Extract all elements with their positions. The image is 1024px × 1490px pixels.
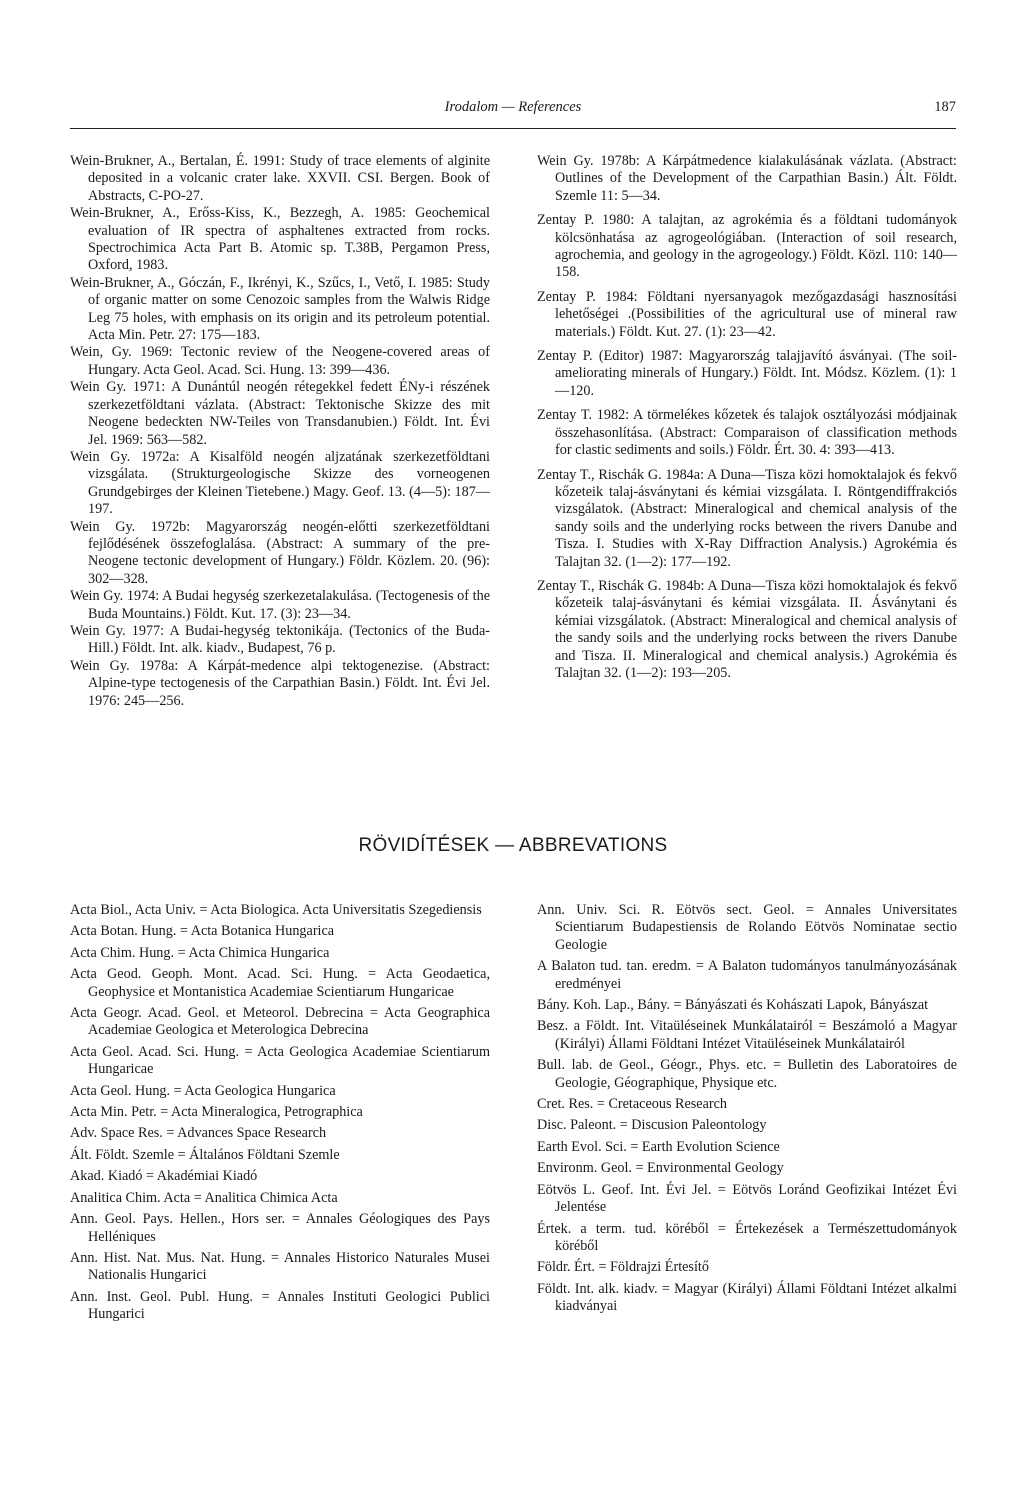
abbreviations-right-column [537, 902, 957, 1320]
abbreviation-entry: Ann. Hist. Nat. Mus. Nat. Hung. = Annales Historico Naturales Musei Nationalis Hungarici [70, 1249, 490, 1284]
reference-entry: Zentay T. 1982: A törmelékes kőzetek és talajok osztályozási módjainak összehasonlítása. (Abstract: Comparaison of classification methods for clastic sediments and soils.) Földr. Ért. 30. 4: 393—413. [537, 407, 957, 459]
abbreviations-left-column [70, 902, 490, 1328]
abbreviation-entry: Eötvös L. Geof. Int. Évi Jel. = Eötvös Loránd Geofizikai Intézet Évi Jelentése [537, 1181, 957, 1216]
reference-entry: Zentay P. (Editor) 1987: Magyarország talajjavító ásványai. (The soil-ameliorating minerals of Hungary.) Földt. Int. Módsz. Közlem. (1): 1—120. [537, 348, 957, 399]
abbreviation-entry: Akad. Kiadó = Akadémiai Kiadó [70, 1168, 258, 1185]
abbreviation-entry: Cret. Res. = Cretaceous Research [537, 1096, 728, 1113]
running-title: Irodalom — References [444, 99, 582, 115]
reference-entry: Wein-Brukner, A., Bertalan, É. 1991: Study of trace elements of alginite deposited in a volcanic crater lake. XXVII. CSI. Bergen. Book of Abstracts, C-PO-27. [70, 153, 490, 204]
abbreviation-entry: Földr. Ért. = Földrajzi Értesítő [537, 1259, 709, 1276]
abbreviation-entry: Earth Evol. Sci. = Earth Evolution Science [537, 1138, 780, 1155]
abbreviation-entry: A Balaton tud. tan. eredm. = A Balaton tudományos tanulmányozásának eredményei [537, 958, 957, 992]
reference-entry: Wein Gy. 1978b: A Kárpátmedence kialakulásának vázlata. (Abstract: Outlines of the Development of the Carpathian Basin.) Ált. Földt. Szemle 11: 5—34. [537, 153, 957, 204]
abbreviations-heading: RÖVIDÍTÉSEK — ABBREVATIONS [358, 835, 668, 856]
abbreviation-entry: Acta Min. Petr. = Acta Mineralogica, Petrographica [70, 1104, 363, 1121]
abbreviation-entry: Acta Biol., Acta Univ. = Acta Biologica. Acta Universitatis Szegediensis [70, 902, 482, 918]
reference-entry: Zentay P. 1984: Földtani nyersanyagok mezőgazdasági hasznosítási lehetőségei .(Possibilities of the agricultural use of mineral raw materials.) Földt. Kut. 27. (1): 23—42. [537, 288, 957, 340]
reference-entry: Zentay T., Rischák G. 1984a: A Duna—Tisza közi homoktalajok és fekvő kőzeteik talaj-ásványtani és kémiai vizsgálata. I. Röntgendiffrakciós vizsgálatok. (Abstract: Mineralogical and chemical analysis of the sandy soils and the underlying rocks between the rivers Danube and Tisza. I. Studies with X-Ray Diffraction Analysis.) Agrokémia és Talajtan 32. (1—2): 177—192. [537, 466, 957, 570]
reference-entry: Wein Gy. 1971: A Dunántúl neogén rétegekkel fedett ÉNy-i részének szerkezetföldtani vázlata. (Abstract: Tektonische Skizze des mit Neogene bedeckten NW-Teiles von Transdanubien.) Földt. Int. Évi Jel. 1969: 563—582. [70, 379, 490, 448]
page-header [70, 99, 956, 123]
abbreviation-entry: Ann. Univ. Sci. R. Eötvös sect. Geol. = Annales Universitates Scientiarum Budapestiensis de Rolando Eötvös Nominatae sectio Geologie [537, 902, 957, 953]
reference-entry: Zentay T., Rischák G. 1984b: A Duna—Tisza közi homoktalajok és fekvő kőzeteik talaj-ásványtani és kémiai vizsgálata. II. Ásványtani és kémiai vizsgálatok. (Abstract: Mineralogical and chemical analysis of the sandy soils and the underlying rocks between the rivers Danube and Tisza. II. Mineralogical and chemical analysis.) Agrokémia és Talajtan 32. (1—2): 193—205. [537, 577, 957, 681]
abbreviation-entry: Ann. Geol. Pays. Hellen., Hors ser. = Annales Géologiques des Pays Helléniques [70, 1211, 490, 1245]
abbreviation-entry: Environm. Geol. = Environmental Geology [537, 1160, 784, 1177]
reference-entry: Wein Gy. 1972a: A Kisalföld neogén aljzatának szerkezetföldtani vizsgálata. (Strukturgeologische Skizze des vorneogenen Grundgebirges der Kleinen Tietebene.) Magy. Geof. 13. (4—5): 187—197. [70, 448, 490, 518]
reference-entry: Wein Gy. 1978a: A Kárpát-medence alpi tektogenezise. (Abstract: Alpine-type tectogenesis of the Carpathian Basin.) Földt. Int. Évi Jel. 1976: 245—256. [70, 657, 490, 709]
abbreviation-entry: Acta Geod. Geoph. Mont. Acad. Sci. Hung. = Acta Geodaetica, Geophysice et Montanistica Academiae Scientiarum Hungaricae [70, 966, 490, 1000]
reference-entry: Wein, Gy. 1969: Tectonic review of the Neogene-covered areas of Hungary. Acta Geol. Acad. Sci. Hung. 13: 399—436. [70, 344, 490, 378]
reference-entry: Zentay P. 1980: A talajtan, az agrokémia és a földtani tudományok kölcsönhatása az agrogeológiában. (Interaction of soil research, agrochemia, and geology in the agrogeology.) Földt. Közl. 110: 140—158. [537, 212, 957, 281]
header-rule [70, 128, 956, 129]
abbreviation-entry: Értek. a term. tud. köréből = Értekezések a Természettudományok köréből [537, 1220, 957, 1254]
abbreviation-entry: Acta Chim. Hung. = Acta Chimica Hungarica [70, 944, 330, 961]
abbreviation-entry: Acta Botan. Hung. = Acta Botanica Hungarica [70, 923, 335, 940]
abbreviation-entry: Disc. Paleont. = Discusion Paleontology [537, 1117, 767, 1134]
abbreviation-entry: Besz. a Földt. Int. Vitaüléseinek Munkálatairól = Beszámoló a Magyar (Királyi) Állami Földtani Intézet Vitaüléseinek Munkálatairól [537, 1018, 957, 1052]
references-left-column [70, 153, 490, 710]
abbreviation-entry: Ált. Földt. Szemle = Általános Földtani Szemle [70, 1146, 340, 1163]
abbreviation-entry: Acta Geol. Acad. Sci. Hung. = Acta Geologica Academiae Scientiarum Hungaricae [70, 1043, 490, 1078]
abbreviation-entry: Bull. lab. de Geol., Géogr., Phys. etc. = Bulletin des Laboratoires de Geologie, Géographique, Physique etc. [537, 1057, 957, 1091]
reference-entry: Wein Gy. 1974: A Budai hegység szerkezetalakulása. (Tectogenesis of the Buda Mountains.) Földt. Kut. 17. (3): 23—34. [70, 588, 490, 622]
abbreviation-entry: Acta Geol. Hung. = Acta Geologica Hungarica [70, 1082, 336, 1099]
reference-entry: Wein-Brukner, A., Erőss-Kiss, K., Bezzegh, A. 1985: Geochemical evaluation of IR spectra of asphaltenes extracted from rocks. Spectrochimica Acta Part B. Atomic sp. T.38B, Pergamon Press, Oxford, 1983. [70, 205, 490, 274]
page-number: 187 [934, 99, 956, 115]
reference-entry: Wein Gy. 1977: A Budai-hegység tektonikája. (Tectonics of the Buda-Hill.) Földt. Int. alk. kiadv., Budapest, 76 p. [70, 622, 490, 657]
abbreviation-entry: Ann. Inst. Geol. Publ. Hung. = Annales Instituti Geologici Publici Hungarici [70, 1288, 490, 1323]
references-right-column [537, 153, 957, 689]
abbreviation-entry: Adv. Space Res. = Advances Space Research [70, 1125, 327, 1142]
abbreviation-entry: Acta Geogr. Acad. Geol. et Meteorol. Debrecina = Acta Geographica Academiae Geologica et Meterologica Debrecina [70, 1005, 490, 1039]
reference-entry: Wein Gy. 1972b: Magyarország neogén-előtti szerkezetföldtani fejlődésének összefoglalása. (Abstract: A summary of the pre-Neogene tectonic development of Hungary.) Földr. Közlem. 20. (96): 302—328. [70, 518, 490, 587]
reference-entry: Wein-Brukner, A., Góczán, F., Ikrényi, K., Szűcs, I., Vető, I. 1985: Study of organic matter on some Cenozoic samples from the Walwis Ridge Leg 75 holes, with emphasis on its origin and its petroleum potential. Acta Min. Petr. 27: 175—183. [70, 274, 490, 344]
abbreviation-entry: Bány. Koh. Lap., Bány. = Bányászati és Kohászati Lapok, Bányászat [537, 997, 929, 1014]
abbreviation-entry: Analitica Chim. Acta = Analitica Chimica Acta [70, 1189, 338, 1206]
abbreviation-entry: Földt. Int. alk. kiadv. = Magyar (Királyi) Állami Földtani Intézet alkalmi kiadványai [537, 1280, 957, 1315]
